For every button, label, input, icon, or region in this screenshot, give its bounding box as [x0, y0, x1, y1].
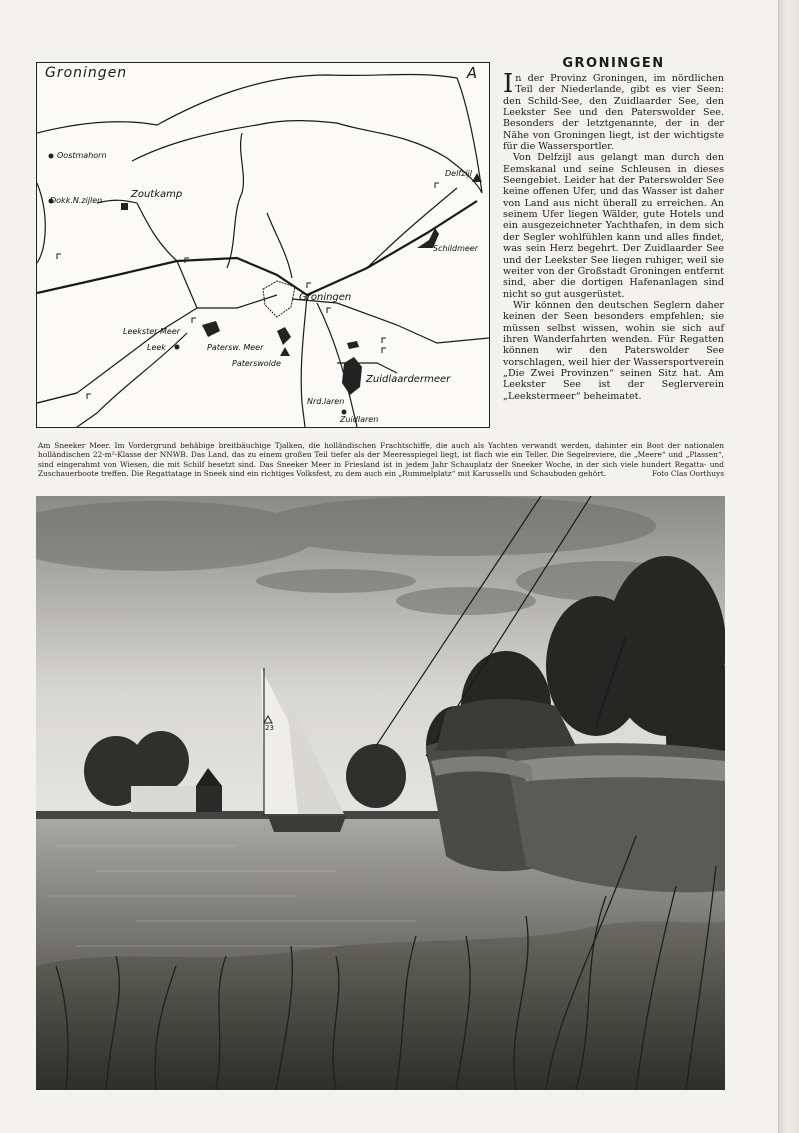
dropcap: I [503, 69, 514, 99]
page-edge [778, 0, 799, 1133]
place-paters-meer: Patersw. Meer [207, 343, 264, 352]
map-groningen [36, 62, 490, 428]
place-oostmahorn: Oostmahorn [57, 151, 107, 160]
place-leek: Leek [147, 343, 166, 352]
caption-text: Am Sneeker Meer. Im Vordergrund behäbige breitbäuchige Tjalken, die holländischen Frachtschiffe, die auch als Yachten verwandt werden, dahinter ein Boot der nationalen holländischen 22-m²-Klasse der NNWB. Das Land, das zu einem großen Teil tiefer als der Meeresspiegel liegt, ist flach wie ein Teller. Die Segelreviere, die „Meere“ und „Plassen“, sind eingerahmt von Wiesen, die mit Schilf besetzt sind. Das Sneeker Meer in Friesland ist in jedem Jahr Schauplatz der Sneeker Woche, in der sich viele hundert Regatta- und Zuschauerboote treffen. Die Regattatage in Sneek sind ein richtiges Volksfest, zu dem auch ein „Rummelplatz“ mit Karussells und Schaubuden gehört. [38, 441, 724, 479]
article-paragraph-2: Von Delfzijl aus gelangt man durch den Eemskanal und seine Schleusen in dieses Seengebiet. Leider hat der Paterswolder See keine offenen Ufer, und das Wasser ist daher von Land aus nicht überall zu erreichen. An seinem Ufer liegen Wälder, gute Hotels und ein ausgezeichneter Yachthafen, in dem sich der Segler wohlfühlen kann und alles findet, was sein Herz begehrt. Der Zuidlaarder See und der Leekster See liegen ruhiger, weil sie weiter von der Großstadt Groningen entfernt sind, aber die dortigen Hafenanlagen sind nicht so gut ausgerüstet. [503, 152, 724, 300]
map-drawing [37, 63, 489, 427]
sail-number: 23 [265, 724, 274, 732]
place-schildmeer: Schildmeer [433, 244, 478, 253]
photo-sneeker-meer [36, 496, 725, 1090]
map-title: Groningen [45, 65, 128, 81]
place-zuidlaren: Zuidlaren [340, 415, 379, 424]
article-heading: GRONINGEN [562, 56, 665, 71]
place-groningen: Groningen [299, 292, 352, 303]
place-nrd-laren: Nrd.laren [307, 397, 345, 406]
article-paragraph-3: Wir können den deutschen Seglern daher keinen der Seen besonders empfehlen; sie müssen selbst wissen, wohin sie sich auf ihren Wanderfahrten wenden. Für Regatten können wir den Paterswolder See vorschlagen, weil hier der Wassersportverein „Die Zwei Provinzen“ seinen Sitz hat. Am Leekster See ist der Seglerverein „Leekstermeer“ beheimatet. [503, 299, 724, 402]
place-leekster-meer: Leekster Meer [123, 327, 181, 336]
place-paterswolde: Paterswolde [232, 359, 281, 368]
article [503, 56, 724, 402]
article-paragraph-1-text: n der Provinz Groningen, im nördlichen Teil der Niederlande, gibt es vier Seen: den Schild-See, den Zuidlaarder See, den Leekster See und den Paterswolder See. Besonders der letztgenannte, der in der Nähe von Groningen liegt, ist der wichtigste für die Wassersportler. [503, 73, 724, 153]
place-delfzijl: Delfzijl [445, 169, 472, 178]
map-corner-letter: A [466, 64, 477, 82]
place-zuidlaardermeer: Zuidlaardermeer [366, 374, 451, 385]
place-dokkum: Dokk.N.zijlen [50, 196, 103, 205]
place-zoutkamp: Zoutkamp [131, 189, 183, 200]
photo-caption [38, 441, 724, 479]
photo-drawing [36, 496, 725, 1090]
article-paragraph-1 [503, 69, 724, 153]
photo-credit: Foto Clas Oorthuys [651, 469, 724, 479]
